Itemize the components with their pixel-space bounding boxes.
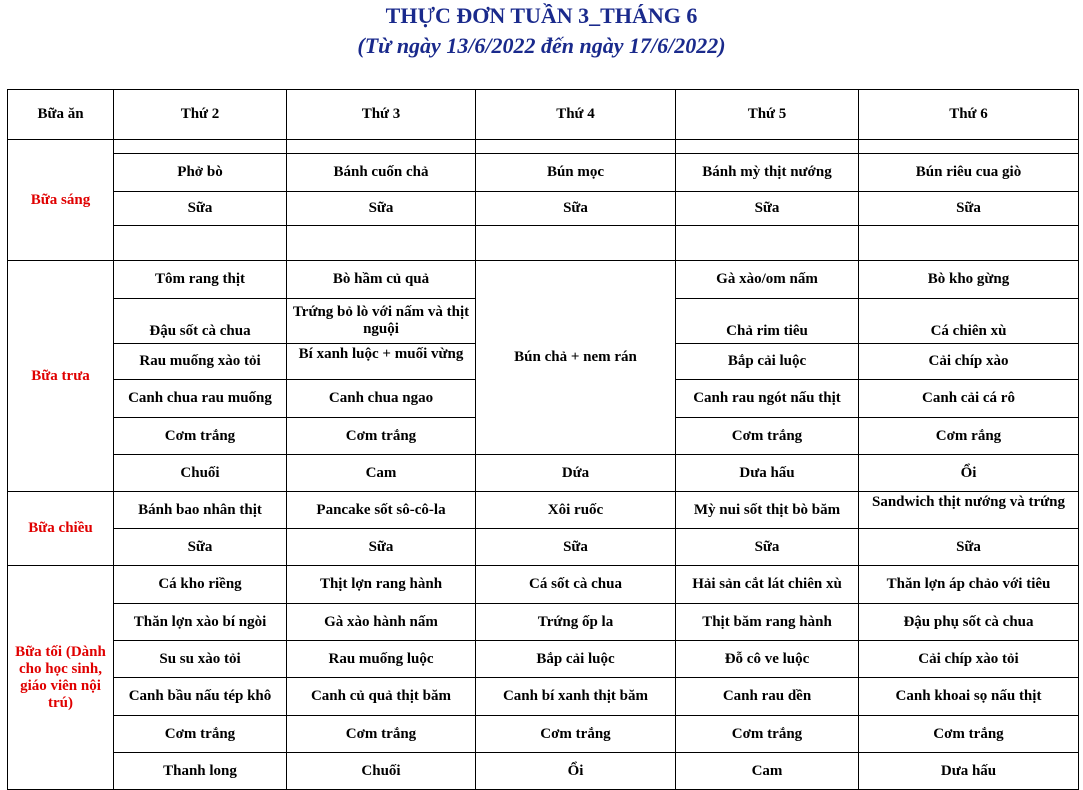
menu-cell: Sữa [287,192,476,226]
menu-cell: Sữa [476,529,676,566]
menu-cell: Gà xào/om nấm [676,261,859,299]
table-row [8,226,1079,261]
table-row [8,140,1079,154]
menu-cell: Bí xanh luộc + muối vừng [287,344,476,380]
menu-cell-merged: Bún chả + nem rán [476,261,676,455]
menu-cell: Rau muống xào tỏi [114,344,287,380]
menu-cell: Pancake sốt sô-cô-la [287,492,476,529]
menu-cell: Cơm trắng [676,716,859,753]
menu-cell: Thanh long [114,753,287,790]
menu-cell: Cá chiên xù [859,299,1079,344]
menu-cell: Gà xào hành nấm [287,604,476,641]
menu-cell: Bánh bao nhân thịt [114,492,287,529]
menu-cell: Thịt băm rang hành [676,604,859,641]
table-row [8,529,1079,566]
menu-cell: Sandwich thịt nướng và trứng [859,492,1079,529]
empty-cell [859,226,1079,261]
table-row [8,604,1079,641]
menu-cell: Sữa [476,192,676,226]
meal-label-dinner: Bữa tối (Dành cho học sinh, giáo viên nội trú) [8,566,114,790]
menu-cell: Cải chíp xào [859,344,1079,380]
page-title: THỰC ĐƠN TUẦN 3_THÁNG 6 [385,3,698,28]
menu-cell: Phở bò [114,154,287,192]
menu-cell: Cơm trắng [676,418,859,455]
menu-cell: Cá kho riềng [114,566,287,604]
menu-cell: Cơm trắng [114,716,287,753]
menu-cell: Canh chua rau muống [114,380,287,418]
menu-cell: Chả rim tiêu [676,299,859,344]
menu-cell: Dưa hấu [676,455,859,492]
menu-cell: Cơm rắng [859,418,1079,455]
menu-cell: Sữa [114,529,287,566]
menu-table [7,89,1079,790]
menu-cell: Xôi ruốc [476,492,676,529]
table-row [8,753,1079,790]
table-row [8,566,1079,604]
menu-cell: Canh rau ngót nấu thịt [676,380,859,418]
table-row [8,492,1079,529]
header-day: Thứ 4 [476,90,676,140]
menu-cell: Chuối [114,455,287,492]
empty-cell [114,226,287,261]
menu-cell: Ổi [859,455,1079,492]
table-row [8,678,1079,716]
page-subtitle: (Từ ngày 13/6/2022 đến ngày 17/6/2022) [357,33,726,58]
menu-cell: Trứng bỏ lò với nấm và thịt nguội [287,299,476,344]
menu-cell: Dứa [476,455,676,492]
menu-cell: Sữa [287,529,476,566]
header-day: Thứ 6 [859,90,1079,140]
menu-cell: Canh bầu nấu tép khô [114,678,287,716]
meal-label-afternoon: Bữa chiều [8,492,114,566]
menu-cell: Cơm trắng [287,716,476,753]
menu-cell: Bún mọc [476,154,676,192]
menu-cell: Đỗ cô ve luộc [676,641,859,678]
menu-cell: Canh khoai sọ nấu thịt [859,678,1079,716]
menu-cell: Cải chíp xào tỏi [859,641,1079,678]
menu-cell: Canh củ quả thịt băm [287,678,476,716]
header-day: Thứ 5 [676,90,859,140]
menu-cell: Bắp cải luộc [476,641,676,678]
menu-cell: Rau muống luộc [287,641,476,678]
menu-cell: Bún riêu cua giò [859,154,1079,192]
menu-cell: Trứng ốp la [476,604,676,641]
menu-cell: Cá sốt cà chua [476,566,676,604]
menu-cell: Tôm rang thịt [114,261,287,299]
menu-cell: Thăn lợn xào bí ngòi [114,604,287,641]
header-row [8,90,1079,140]
menu-cell: Sữa [114,192,287,226]
menu-cell: Cơm trắng [114,418,287,455]
empty-cell [476,226,676,261]
empty-cell [287,226,476,261]
menu-cell: Đậu sốt cà chua [114,299,287,344]
menu-cell: Hải sản cắt lát chiên xù [676,566,859,604]
menu-cell: Đậu phụ sốt cà chua [859,604,1079,641]
menu-cell: Canh bí xanh thịt băm [476,678,676,716]
table-row [8,154,1079,192]
menu-cell: Su su xào tỏi [114,641,287,678]
menu-cell: Thăn lợn áp chảo với tiêu [859,566,1079,604]
menu-cell: Canh cải cá rô [859,380,1079,418]
header-meal: Bữa ăn [8,90,114,140]
menu-cell: Cơm trắng [859,716,1079,753]
menu-cell: Cam [676,753,859,790]
menu-cell: Sữa [859,192,1079,226]
menu-cell: Canh chua ngao [287,380,476,418]
header-day: Thứ 3 [287,90,476,140]
menu-cell: Cam [287,455,476,492]
menu-cell: Dưa hấu [859,753,1079,790]
menu-cell: Cơm trắng [287,418,476,455]
table-row [8,261,1079,299]
menu-cell: Bò kho gừng [859,261,1079,299]
menu-cell: Bắp cải luộc [676,344,859,380]
menu-cell: Thịt lợn rang hành [287,566,476,604]
menu-cell: Mỳ nui sốt thịt bò băm [676,492,859,529]
table-row [8,455,1079,492]
menu-cell: Chuối [287,753,476,790]
header-day: Thứ 2 [114,90,287,140]
menu-cell: Sữa [859,529,1079,566]
menu-cell: Cơm trắng [476,716,676,753]
meal-label-lunch: Bữa trưa [8,261,114,492]
empty-cell [676,226,859,261]
table-row [8,641,1079,678]
table-row [8,192,1079,226]
table-row [8,716,1079,753]
menu-cell: Bánh cuốn chả [287,154,476,192]
meal-label-breakfast: Bữa sáng [8,140,114,261]
menu-cell: Sữa [676,192,859,226]
menu-cell: Canh rau dền [676,678,859,716]
menu-cell: Bánh mỳ thịt nướng [676,154,859,192]
menu-cell: Bò hầm củ quả [287,261,476,299]
menu-cell: Sữa [676,529,859,566]
menu-cell: Ổi [476,753,676,790]
